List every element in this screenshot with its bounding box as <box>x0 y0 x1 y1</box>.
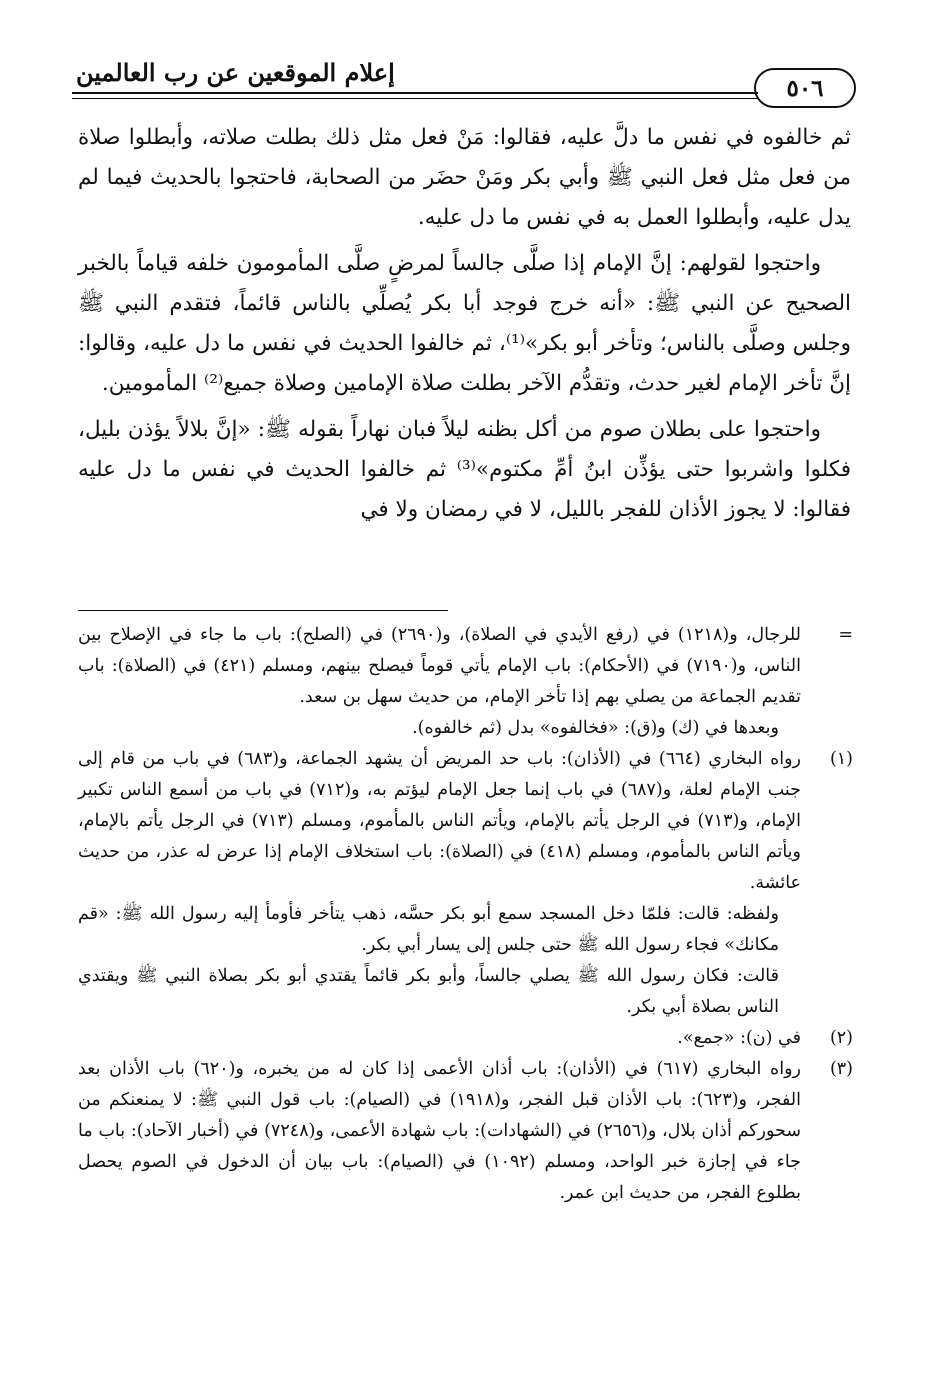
paragraph-3: واحتجوا على بطلان صوم من أكل بظنه ليلاً فبان نهاراً بقوله ﷺ: «إنَّ بلالاً يؤذن بليل، فكلوا واشربوا حتى يؤذِّن ابنُ أمِّ مكتوم»⁽³⁾ ثم خالفوا الحديث في نفس ما دل عليه فقالوا: لا يجوز الأذان للفجر بالليل، لا في رمضان ولا في <box>78 417 851 522</box>
footnote-line: رواه البخاري (٦٦٤) في (الأذان): باب حد المريض أن يشهد الجماعة، و(٦٨٣) في باب من قام إلى جنب الإمام لعلة، و(٦٨٧) في باب إنما جعل الإمام ليؤتم به، و(٧١٢) في باب من أسمع الناس تكبير الإمام، و(٧١٣) في الرجل يأتم بالإمام، ويأتم الناس بالمأموم، ومسلم (٧١٣) في الرجل يأتم بالإمام، ويأتم الناس بالمأموم، ومسلم (٤١٨) في (الصلاة): باب استخلاف الإمام إذا عرض له عذر، من حديث عائشة. <box>78 749 802 893</box>
page-number: ٥٠٦ <box>754 68 856 108</box>
footnote-mark: (٢) <box>829 1028 853 1048</box>
footnote-mark: = <box>838 625 853 645</box>
footnote-line: رواه البخاري (٦١٧) في (الأذان): باب أذان الأعمى إذا كان له من يخبره، و(٦٢٠) باب الأذان بعد الفجر، و(٦٢٣): باب الأذان قبل الفجر، و(١٩١٨) في (الصيام): باب قول النبي ﷺ: لا يمنعنكم من سحوركم أذان بلال، و(٢٦٥٦) في (الشهادات): باب شهادة الأعمى، و(٧٢٤٨) في (أخبار الآحاد): باب ما جاء في إجازة خبر الواحد، ومسلم (١٠٩٢) في (الصيام): باب بيان أن الدخول في الصوم يحصل بطلوع الفجر، من حديث ابن عمر. <box>78 1059 802 1203</box>
paragraph-2: واحتجوا لقولهم: إنَّ الإمام إذا صلَّى جالساً لمرضٍ صلَّى المأمومون خلفه قياماً بالخبر الصحيح عن النبي ﷺ: «أنه خرج فوجد أبا بكر يُصلِّي بالناس قائماً، فتقدم النبي ﷺ وجلس وصلَّى بالناس؛ وتأخر أبو بكر»⁽¹⁾، ثم خالفوا الحديث في نفس ما دل عليه، وقالوا: إنَّ تأخر الإمام لغير حدث، وتقدُّم الآخر بطلت صلاة الإمامين وصلاة جميع⁽²⁾ المأمومين. <box>78 251 851 396</box>
footnote-mark: (٣) <box>829 1059 853 1079</box>
footnote-mark: (١) <box>829 749 853 769</box>
header-rule-thin <box>72 98 758 99</box>
footnote-2 <box>78 1023 853 1054</box>
footnote-line: ولفظه: قالت: فلمّا دخل المسجد سمع أبو بكر حسَّه، ذهب يتأخر فأومأ إليه رسول الله ﷺ: «قم مكانك» فجاء رسول الله ﷺ حتى جلس إلى يسار أبي بكر. <box>78 904 779 955</box>
paragraph-1: ثم خالفوه في نفس ما دلَّ عليه، فقالوا: مَنْ فعل مثل ذلك بطلت صلاته، وأبطلوا صلاة من فعل مثل فعل النبي ﷺ وأبي بكر ومَنْ حضَر من الصحابة، فاحتجوا بالحديث فيما لم يدل عليه، وأبطلوا العمل به في نفس ما دل عليه. <box>78 125 851 230</box>
footnote-1 <box>78 744 853 1023</box>
footnote-line: وبعدها في (ك) و(ق): «فخالفوه» بدل (ثم خالفوه). <box>412 718 779 738</box>
footnotes <box>78 620 853 1209</box>
book-title: إعلام الموقعين عن رب العالمين <box>76 58 395 87</box>
footnote-continued <box>78 620 853 744</box>
footnote-separator <box>78 610 448 611</box>
footnote-line: للرجال، و(١٢١٨) في (رفع الأيدي في الصلاة)، و(٢٦٩٠) في (الصلح): باب ما جاء في الإصلاح بين الناس، و(٧١٩٠) في (الأحكام): باب الإمام يأتي قوماً فيصلح بينهم، ومسلم (٤٢١) في (الصلاة): باب تقديم الجماعة من يصلي بهم إذا تأخر الإمام، من حديث سهل بن سعد. <box>78 625 801 707</box>
header-rule-thick <box>72 92 758 94</box>
footnote-3 <box>78 1054 853 1209</box>
main-text <box>78 118 851 530</box>
page-header <box>72 52 856 102</box>
footnote-line: في (ن): «جمع». <box>677 1028 801 1048</box>
footnote-line: قالت: فكان رسول الله ﷺ يصلي جالساً، وأبو بكر قائماً يقتدي أبو بكر بصلاة النبي ﷺ ويقتدي الناس بصلاة أبي بكر. <box>78 966 779 1017</box>
